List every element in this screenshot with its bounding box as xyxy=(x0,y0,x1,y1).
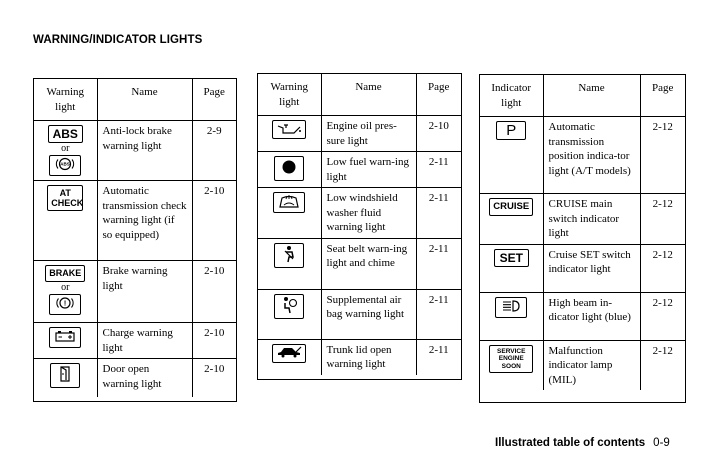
table-row xyxy=(480,340,685,390)
section-title: WARNING/INDICATOR LIGHTS xyxy=(33,34,203,46)
abs-icon: ABS xyxy=(48,125,83,143)
svg-text:ABS: ABS xyxy=(60,161,71,167)
page-cell: 2-11 xyxy=(416,188,461,239)
page-cell: 2-10 xyxy=(192,261,236,323)
or-text: or xyxy=(61,143,70,154)
header-name: Name xyxy=(97,79,192,121)
set-icon: SET xyxy=(494,249,529,267)
table-row xyxy=(258,339,461,375)
page-cell: 2-11 xyxy=(416,238,461,289)
table-row xyxy=(480,194,685,245)
footer-page-number: 0-9 xyxy=(653,437,670,449)
name-cell: Low windshield washer fluid warning light xyxy=(321,188,416,239)
footer-section-title: Illustrated table of contents xyxy=(495,437,646,449)
table-row xyxy=(34,181,236,261)
table-row xyxy=(258,188,461,239)
name-cell: Automatic transmission position indica-tor light (A/T models) xyxy=(543,117,640,194)
table-row xyxy=(480,292,685,340)
table-row xyxy=(34,323,236,359)
icon-cell xyxy=(480,117,543,194)
page-cell: 2-10 xyxy=(204,363,225,375)
icon-cell xyxy=(258,152,321,188)
brake-icon: BRAKE xyxy=(45,265,85,282)
header-page: Page xyxy=(416,74,461,116)
abs-circle-icon xyxy=(49,155,81,176)
service-engine-soon-icon: SERVICE ENGINE SOON xyxy=(489,345,533,374)
name-cell: Supplemental air bag warning light xyxy=(321,289,416,339)
table-header-row xyxy=(480,75,685,117)
icon-cell xyxy=(258,116,321,152)
page-cell: 2-11 xyxy=(428,343,449,356)
table-row xyxy=(34,121,236,181)
page-cell: 2-9 xyxy=(192,121,236,181)
name-cell: Automatic transmission check warning light (if so equipped) xyxy=(97,181,192,261)
icon-cell xyxy=(34,261,97,323)
table-row xyxy=(480,244,685,292)
name-cell: Malfunction indicator lamp (MIL) xyxy=(543,340,640,390)
table-row xyxy=(258,152,461,188)
table-row xyxy=(480,117,685,194)
name-cell: CRUISE main switch indicator light xyxy=(543,194,640,245)
icon-cell xyxy=(480,194,543,245)
svg-text:!: ! xyxy=(64,300,67,308)
page-cell: 2-12 xyxy=(640,117,685,194)
page-cell: 2-11 xyxy=(416,289,461,339)
page-cell: 2-11 xyxy=(416,152,461,188)
washer-fluid-icon xyxy=(273,192,305,213)
name-cell: High beam in-dicator light (blue) xyxy=(543,292,640,340)
page-cell: 2-10 xyxy=(416,116,461,152)
name-cell: Engine oil pres-sure light xyxy=(321,116,416,152)
air-bag-icon xyxy=(274,294,304,319)
table-row xyxy=(34,359,236,397)
header-name: Name xyxy=(543,75,640,117)
table-row xyxy=(258,116,461,152)
trunk-lid-icon xyxy=(272,344,306,363)
name-cell: Trunk lid open warning light xyxy=(321,339,416,375)
icon-cell xyxy=(258,238,321,289)
name-cell: Low fuel warn-ing light xyxy=(321,152,416,188)
table-row xyxy=(258,289,461,339)
name-cell: Brake warning light xyxy=(97,261,192,323)
name-cell: Cruise SET switch indicator light xyxy=(543,244,640,292)
park-p-icon: P xyxy=(496,121,526,140)
name-cell: Door open warning light xyxy=(97,359,192,397)
icon-cell xyxy=(258,339,321,375)
warning-lights-table-1 xyxy=(33,78,237,402)
icon-cell xyxy=(34,359,97,397)
battery-icon xyxy=(49,327,81,348)
name-cell: Charge warning light xyxy=(97,323,192,359)
icon-cell xyxy=(480,340,543,390)
icon-cell xyxy=(34,181,97,261)
icon-cell xyxy=(480,292,543,340)
page-cell: 2-12 xyxy=(640,244,685,292)
page-cell: 2-10 xyxy=(192,323,236,359)
table-header-row xyxy=(258,74,461,116)
icon-cell xyxy=(34,323,97,359)
page-cell: 2-10 xyxy=(192,181,236,261)
icon-cell xyxy=(258,289,321,339)
table-row xyxy=(258,238,461,289)
name-cell: Seat belt warn-ing light and chime xyxy=(321,238,416,289)
door-open-icon xyxy=(50,363,80,388)
page-footer xyxy=(495,437,670,449)
icon-cell xyxy=(480,244,543,292)
icon-cell xyxy=(34,121,97,181)
name-cell: Anti-lock brake warning light xyxy=(97,121,192,181)
indicator-lights-table xyxy=(479,74,686,403)
page-cell: 2-12 xyxy=(640,194,685,245)
page-cell: 2-12 xyxy=(640,292,685,340)
oil-can-icon xyxy=(272,120,306,139)
header-name: Name xyxy=(321,74,416,116)
warning-lights-table-2 xyxy=(257,73,462,380)
table-row xyxy=(34,261,236,323)
table-header-row xyxy=(34,79,236,121)
header-page: Page xyxy=(192,79,236,121)
header-icon: Warning light xyxy=(34,79,97,121)
seat-belt-icon xyxy=(274,243,304,268)
header-page: Page xyxy=(640,75,685,117)
header-icon: Warning light xyxy=(258,74,321,116)
fuel-dot-icon xyxy=(274,156,304,181)
icon-cell xyxy=(258,188,321,239)
high-beam-icon xyxy=(495,297,527,318)
brake-circle-icon xyxy=(49,294,81,315)
page-cell: 2-12 xyxy=(652,344,673,357)
or-text: or xyxy=(61,282,70,293)
header-icon: Indicator light xyxy=(480,75,543,117)
cruise-icon: CRUISE xyxy=(489,198,533,216)
at-check-icon: AT CHECK xyxy=(47,185,83,211)
